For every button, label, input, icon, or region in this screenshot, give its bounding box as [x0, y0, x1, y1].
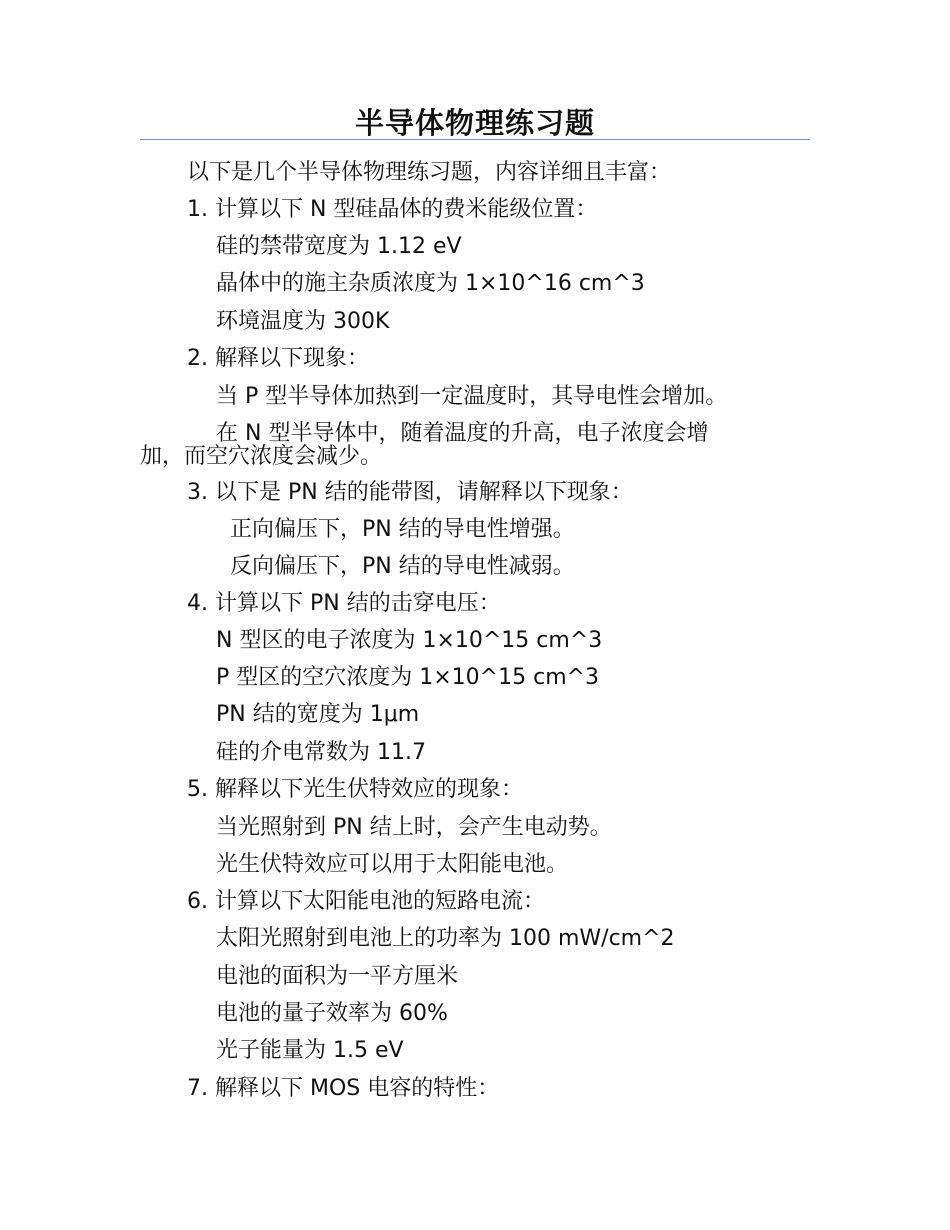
question-6-item: 光子能量为 1.5 eV [216, 1038, 404, 1063]
document-title: 半导体物理练习题 [354, 106, 595, 140]
question-4-item: N 型区的电子浓度为 1×10^15 cm^3 [216, 628, 603, 653]
question-1-heading: 1. 计算以下 N 型硅晶体的费米能级位置： [187, 197, 598, 222]
title-underline [140, 139, 810, 140]
question-2-item-continued: 加，而空穴浓度会减少。 [140, 444, 383, 469]
question-2-item: 在 N 型半导体中，随着温度的升高，电子浓度会增 [216, 421, 709, 446]
question-4-item: PN 结的宽度为 1μm [216, 702, 420, 727]
question-7-heading: 7. 解释以下 MOS 电容的特性： [187, 1076, 500, 1101]
question-6-item: 电池的面积为一平方厘米 [216, 964, 459, 989]
question-1-item: 环境温度为 300K [216, 309, 390, 334]
question-5-heading: 5. 解释以下光生伏特效应的现象： [187, 777, 523, 802]
question-4-heading: 4. 计算以下 PN 结的击穿电压： [187, 591, 501, 616]
question-3-item: 正向偏压下，PN 结的导电性增强。 [230, 517, 575, 542]
question-1-item: 硅的禁带宽度为 1.12 eV [216, 234, 462, 259]
question-2-item: 当 P 型半导体加热到一定温度时，其导电性会增加。 [216, 384, 728, 409]
question-6-item: 太阳光照射到电池上的功率为 100 mW/cm^2 [216, 926, 675, 951]
question-5-item: 当光照射到 PN 结上时，会产生电动势。 [216, 815, 612, 840]
question-1-item: 晶体中的施主杂质浓度为 1×10^16 cm^3 [216, 271, 645, 296]
question-2-heading: 2. 解释以下现象： [187, 346, 369, 371]
question-3-heading: 3. 以下是 PN 结的能带图，请解释以下现象： [187, 480, 633, 505]
question-4-item: P 型区的空穴浓度为 1×10^15 cm^3 [216, 665, 600, 690]
question-6-heading: 6. 计算以下太阳能电池的短路电流： [187, 889, 545, 914]
intro-text: 以下是几个半导体物理练习题，内容详细且丰富： [187, 160, 672, 185]
question-4-item: 硅的介电常数为 11.7 [216, 740, 426, 765]
question-3-item: 反向偏压下，PN 结的导电性减弱。 [230, 554, 575, 579]
question-6-item: 电池的量子效率为 60% [216, 1001, 448, 1026]
question-5-item: 光生伏特效应可以用于太阳能电池。 [216, 852, 569, 877]
